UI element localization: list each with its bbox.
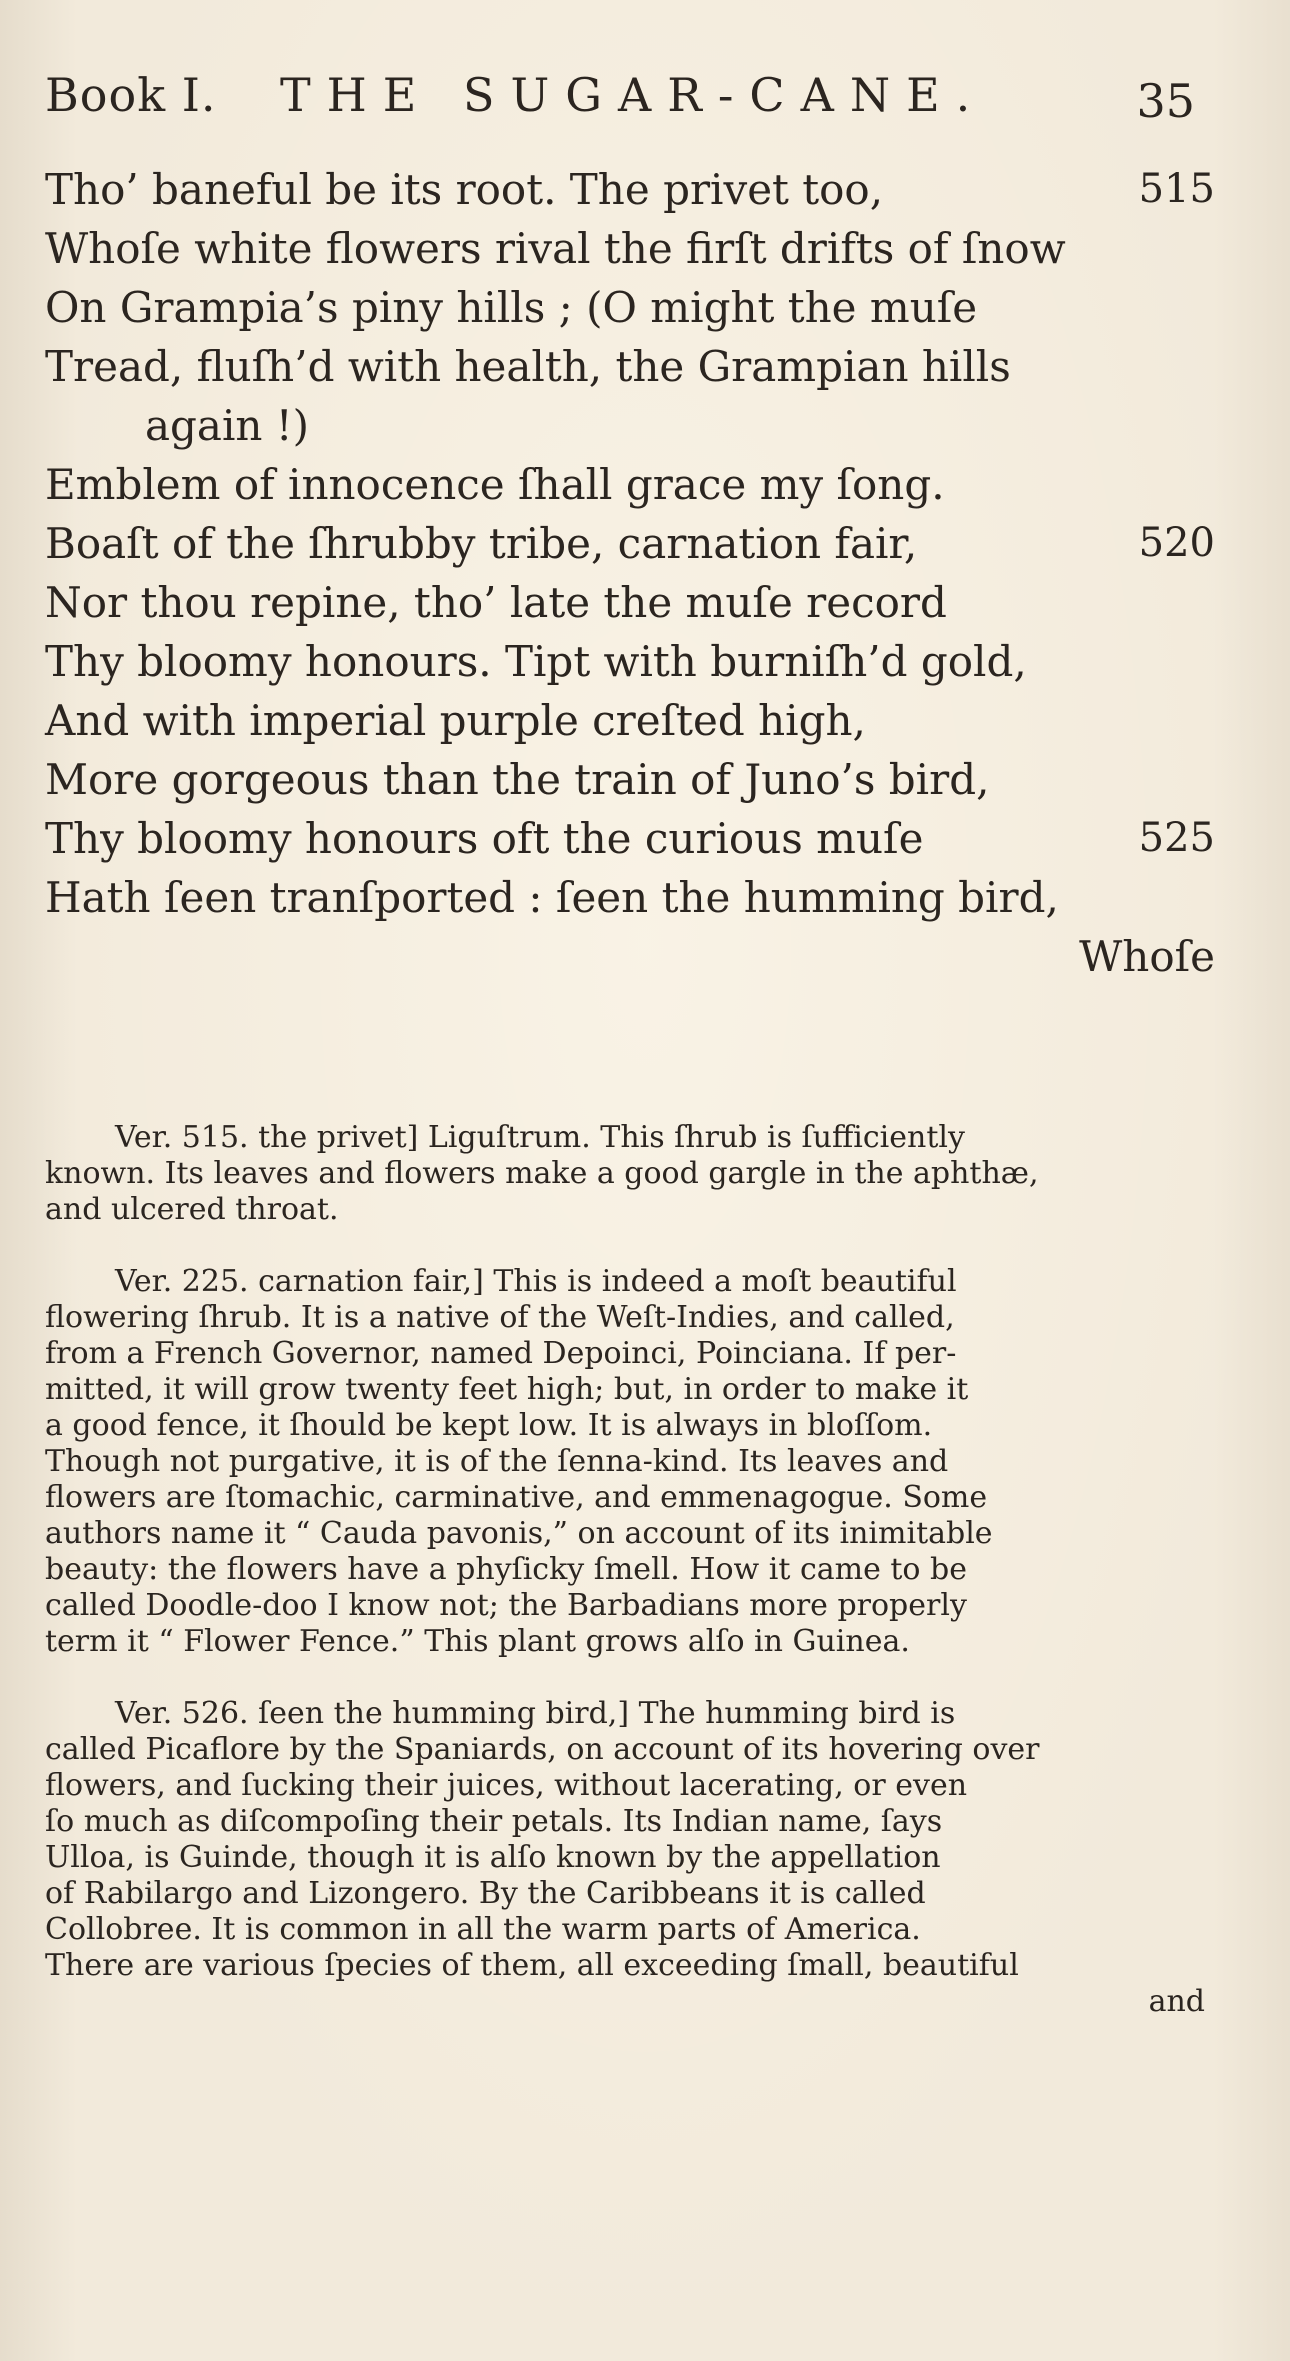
running-header [45, 68, 1195, 138]
note-line: ſo much as diſcompoſing their petals. Its Indian name, ſays [45, 1804, 943, 1839]
catchword: Whoſe [1079, 932, 1215, 981]
verse-line: More gorgeous than the train of Juno’s bird, [45, 755, 990, 804]
footnote [45, 1120, 1205, 1228]
note-line: flowers are ſtomachic, carminative, and emmenagogue. Some [45, 1480, 988, 1515]
note-line: of Rabilargo and Lizongero. By the Caribbeans it is called [45, 1876, 926, 1911]
note-line: Ver. 515. the privet] Liguſtrum. This ſhrub is ſufficiently [115, 1120, 965, 1155]
note-line: a good fence, it ſhould be kept low. It is always in bloſſom. [45, 1408, 933, 1443]
note-line: Ulloa, is Guinde, though it is alſo known by the appellation [45, 1840, 941, 1875]
note-line: called Doodle-doo I know not; the Barbadians more properly [45, 1588, 967, 1623]
verse-line: Hath ſeen tranſported : ſeen the humming bird, [45, 873, 1059, 922]
note-line: known. Its leaves and flowers make a good gargle in the aphthæ, [45, 1156, 1039, 1191]
line-number: 515 [1138, 166, 1215, 212]
book-label: Book I. [45, 68, 217, 122]
verse-line: Tho’ baneful be its root. The privet too, 515 [45, 160, 1215, 219]
verse-line: Boaſt of the ſhrubby tribe, carnation fair, 520 [45, 514, 1215, 573]
verse-block [45, 160, 1215, 986]
verse-line: again !) [145, 401, 310, 450]
note-catchword: and [1148, 1984, 1205, 2019]
note-line: flowers, and ſucking their juices, without lacerating, or even [45, 1768, 968, 1803]
verse-line: Emblem of innocence ſhall grace my ſong. [45, 460, 945, 509]
verse-line: On Grampia’s piny hills ; (O might the muſe [45, 283, 978, 332]
note-line: called Picaflore by the Spaniards, on account of its hovering over [45, 1732, 1040, 1767]
verse-line: Thy bloomy honours. Tipt with burniſh’d gold, [45, 637, 1027, 686]
note-line: mitted, it will grow twenty feet high; but, in order to make it [45, 1372, 969, 1407]
note-line: Ver. 225. carnation fair,] This is indeed a moſt beautiful [115, 1264, 957, 1299]
verse-line: Thy bloomy honours oft the curious muſe 525 [45, 809, 1215, 868]
line-number: 525 [1138, 815, 1215, 861]
note-line: and ulcered throat. [45, 1192, 339, 1227]
catchword-line [45, 927, 1215, 986]
note-line: from a French Governor, named Depoinci, Poinciana. If per- [45, 1336, 957, 1371]
verse-line: Tread, fluſh’d with health, the Grampian hills [45, 342, 1011, 391]
note-line: Ver. 526. ſeen the humming bird,] The humming bird is [115, 1696, 956, 1731]
verse-line: And with imperial purple creſted high, [45, 696, 866, 745]
line-number: 520 [1138, 520, 1215, 566]
note-line: There are various ſpecies of them, all exceeding ſmall, beautiful [45, 1948, 1019, 1983]
note-line: flowering ſhrub. It is a native of the Weſt-Indies, and called, [45, 1300, 955, 1335]
note-line: beauty: the flowers have a phyſicky ſmell. How it came to be [45, 1552, 967, 1587]
note-line: term it “ Flower Fence.” This plant grows alſo in Guinea. [45, 1624, 910, 1659]
verse-line: Nor thou repine, tho’ late the muſe record [45, 578, 947, 627]
note-line: Collobree. It is common in all the warm parts of America. [45, 1912, 921, 1947]
page-number: 35 [1136, 74, 1195, 128]
running-title: THE SUGAR-CANE. [280, 68, 987, 122]
footnote [45, 1264, 1205, 1660]
note-line: Though not purgative, it is of the ſenna-kind. Its leaves and [45, 1444, 949, 1479]
footnotes [45, 1120, 1205, 2056]
note-line: authors name it “ Cauda pavonis,” on account of its inimitable [45, 1516, 993, 1551]
footnote [45, 1696, 1205, 2020]
verse-line: Whoſe white flowers rival the firſt drifts of ſnow [45, 224, 1066, 273]
